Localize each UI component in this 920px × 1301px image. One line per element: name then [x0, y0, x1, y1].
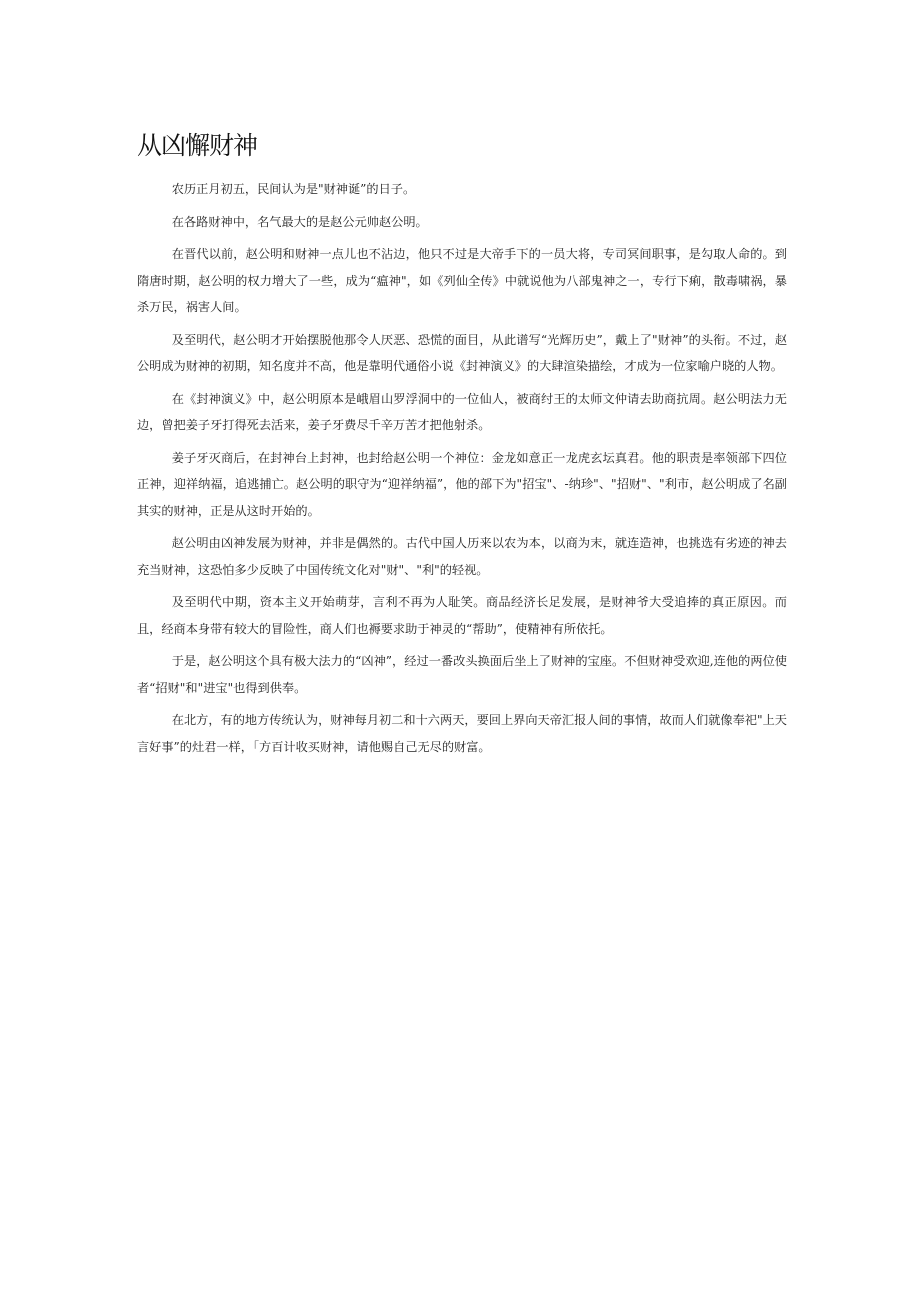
paragraph: 及至明代，赵公明才开始摆脱他那令人厌恶、恐慌的面目，从此谱写“光辉历史”，戴上了"财神”的头衔。不过，赵公明成为财神的初期，知名度并不高，他是靠明代通俗小说《封神演义》的大肆渲染描绘，才成为一位家喻户晓的人物。	[137, 332, 787, 373]
paragraph: 在晋代以前，赵公明和财神一点儿也不沾边，他只不过是大帝手下的一员大将，专司冥间职事，是勾取人命的。到隋唐时期，赵公明的权力增大了一些，成为“瘟神"，如《列仙全传》中就说他为八部鬼神之一，专行下痢，散毒啸祸，暴杀万民，祸害人间。	[137, 247, 787, 314]
paragraph: 赵公明由凶神发展为财神，并非是偶然的。古代中国人历来以农为本，以商为末，就连造神，也挑选有劣迹的神去充当财神，这恐怕多少反映了中国传统文化对"财"、"利"的轻视。	[137, 536, 787, 577]
document-title: 从凶懈财神	[137, 131, 258, 160]
paragraph: 及至明代中期，资本主义开始萌芽，言利不再为人耻笑。商品经济长足发展，是财神爷大受追捧的真正原因。而且，经商本身带有较大的冒险性，商人们也褥要求助于神灵的“帮助”，使精神有所依托。	[137, 595, 787, 636]
paragraph: 姜子牙灭商后，在封神台上封神，也封给赵公明一个神位：金龙如意正一龙虎玄坛真君。他的职责是率领部下四位正神，迎祥纳福，追逃捕亡。赵公明的职守为“迎祥纳福”，他的部下为"招宝"、-纳珍"、"招财"、"利市，赵公明成了名副其实的财神，正是从这时开始的。	[137, 450, 787, 518]
paragraph: 于是，赵公明这个具有极大法力的“凶神”，经过一番改头换面后坐上了财神的宝座。不但财神受欢迎,连他的两位使者“招财"和"进宝"也得到供奉。	[137, 654, 787, 695]
paragraph: 农历正月初五，民间认为是"财神诞”的日子。	[171, 182, 416, 196]
paragraph: 在《封神演义》中，赵公明原本是峨眉山罗浮洞中的一位仙人，被商纣王的太师文仲请去助商抗周。赵公明法力无边，曾把姜子牙打得死去活来，姜子牙费尽千辛万苦才把他射杀。	[137, 391, 787, 432]
paragraph: 在北方，有的地方传统认为，财神每月初二和十六两天，要回上界向天帝汇报人间的事情，故而人们就像奉祀"上天言好事”的灶君一样，「方百计收买财神，请他赐自己无尽的财富。	[137, 713, 787, 754]
document-page	[137, 128, 787, 766]
paragraph: 在各路财神中，名气最大的是赵公元帅赵公明。	[171, 214, 428, 229]
